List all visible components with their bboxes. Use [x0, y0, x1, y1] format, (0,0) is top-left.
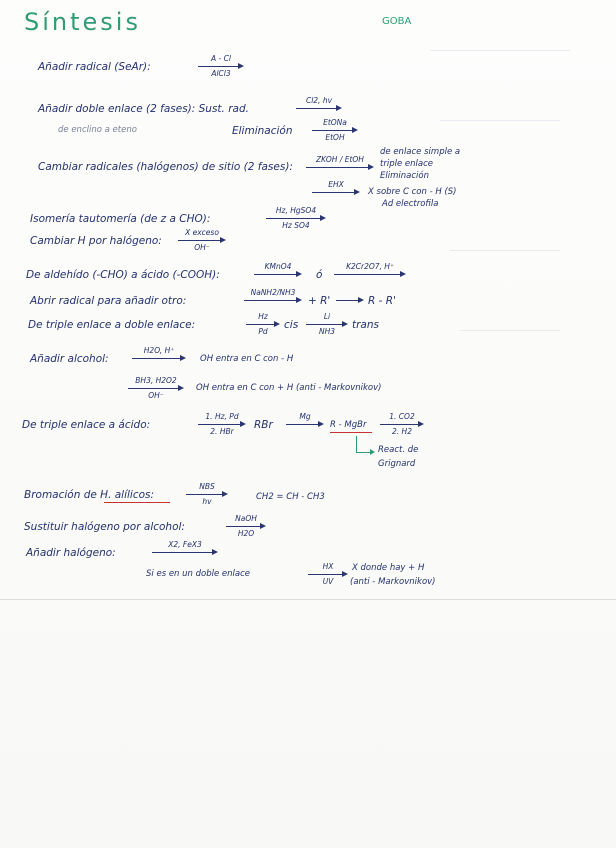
reaction-8-result-a: cis — [284, 319, 299, 331]
reaction-12-reagent-top: NaOH — [235, 514, 257, 523]
reaction-2-label: Añadir doble enlace (2 fases): Sust. rad. — [38, 103, 249, 115]
reaction-10-reagent-c-top: 1. CO2 — [389, 412, 415, 421]
reaction-7-reagent-top: NaNH2/NH3 — [250, 288, 296, 297]
reaction-2-subnote: de enclino a eteno — [58, 125, 137, 135]
reaction-3-reagent-a: ZKOH / EtOH — [316, 155, 364, 164]
reaction-9-reagent-b-bottom: OH⁻ — [148, 391, 164, 400]
reaction-8-reagent-a-top: Hz — [258, 312, 268, 321]
reaction-4-label: Isomería tautomería (de z a CHO): — [30, 213, 211, 225]
reaction-9-result-a: OH entra en C con - H — [200, 354, 294, 364]
grignard-bracket — [356, 436, 371, 453]
reaction-7-label: Abrir radical para añadir otro: — [30, 295, 187, 307]
reaction-7-result: R - R' — [368, 295, 396, 307]
reaction-3-result-b1: X sobre C con - H (S) — [368, 187, 457, 197]
reaction-8-reagent-a-bottom: Pd — [258, 327, 268, 336]
reaction-8-result-b: trans — [352, 319, 379, 331]
grignard-arrowhead — [370, 449, 375, 455]
reaction-1-reagent-top: A - Cl — [211, 54, 231, 63]
reaction-4-reagent-top: Hz, HgSO4 — [275, 206, 317, 215]
reaction-13-result-1: X donde hay + H — [352, 563, 425, 573]
bleed-through-line — [430, 50, 570, 51]
reaction-5-reagent-top: X exceso — [185, 228, 219, 237]
reaction-11-result: CH2 = CH - CH3 — [256, 492, 325, 502]
reaction-12-reagent-bottom: H2O — [237, 529, 255, 538]
page-title: Síntesis — [24, 8, 141, 36]
reaction-5-reagent-bottom: OH⁻ — [194, 243, 210, 252]
reaction-7-middle: + R' — [308, 295, 331, 307]
red-underline — [330, 432, 372, 433]
reaction-6-reagent-a: KMnO4 — [264, 262, 292, 271]
reaction-10-reagent-a-bottom: 2. HBr — [210, 427, 234, 436]
reaction-9-result-b: OH entra en C con + H (anti - Markovnikov) — [196, 383, 382, 393]
reaction-13-result-2: (anti - Markovnikov) — [350, 577, 436, 587]
reaction-10-reagent-c-bottom: 2. H2 — [392, 427, 412, 436]
reaction-8-reagent-b-bottom: NH3 — [318, 327, 336, 336]
reaction-3-label: Cambiar radicales (halógenos) de sitio (2 fases): — [38, 161, 293, 173]
reaction-8-reagent-b-top: Li — [323, 312, 331, 321]
reaction-13-reagent-b-bottom: UV — [322, 577, 334, 586]
paper-edge — [0, 599, 616, 600]
reaction-2-reagent-a: Cl2, hv — [305, 96, 333, 105]
reaction-2-reagent-b-top: EtONa — [323, 118, 347, 127]
bleed-through-line — [460, 330, 560, 331]
reaction-9-reagent-a: H2O, H⁺ — [143, 346, 175, 355]
reaction-10-reagent-b: Mg — [299, 412, 311, 421]
reaction-3-result-a2: triple enlace — [380, 159, 433, 169]
reaction-13-condition: Si es en un doble enlace — [146, 569, 250, 579]
reaction-10-label: De triple enlace a ácido: — [22, 419, 151, 431]
bleed-through-line — [440, 120, 560, 121]
header-code: GOBA — [382, 16, 412, 27]
reaction-10-note-1: React. de — [378, 445, 419, 455]
reaction-5-label: Cambiar H por halógeno: — [30, 235, 162, 247]
reaction-3-reagent-b: EHX — [328, 180, 344, 189]
reaction-10-reagent-a-top: 1. Hz, Pd — [205, 412, 239, 421]
reaction-2-elimination: Eliminación — [232, 125, 293, 137]
reaction-9-reagent-b-top: BH3, H2O2 — [135, 376, 177, 385]
reaction-3-result-b2: Ad electrofila — [382, 199, 439, 209]
reaction-2-reagent-b-bottom: EtOH — [325, 133, 345, 142]
reaction-13-reagent-top: X2, FeX3 — [168, 540, 202, 549]
reaction-13-reagent-b-top: HX — [322, 562, 334, 571]
red-underline — [104, 502, 170, 503]
reaction-10-result-a: RBr — [254, 419, 273, 431]
reaction-6-label: De aldehído (-CHO) a ácido (-COOH): — [26, 269, 220, 281]
reaction-10-note-2: Grignard — [378, 459, 416, 469]
reaction-11-reagent-top: NBS — [199, 482, 215, 491]
reaction-3-result-a1: de enlace simple a — [380, 147, 461, 157]
reaction-6-reagent-b: K2Cr2O7, H⁺ — [346, 262, 394, 271]
reaction-1-reagent-bottom: AlCl3 — [211, 69, 231, 78]
reaction-13-label: Añadir halógeno: — [26, 547, 116, 559]
reaction-3-result-a3: Eliminación — [380, 171, 429, 181]
bleed-through-line — [450, 250, 560, 251]
reaction-6-separator: ó — [316, 269, 323, 281]
reaction-4-reagent-bottom: Hz SO4 — [282, 221, 310, 230]
reaction-9-label: Añadir alcohol: — [30, 353, 109, 365]
reaction-11-reagent-bottom: hv — [202, 497, 212, 506]
reaction-12-label: Sustituir halógeno por alcohol: — [24, 521, 185, 533]
reaction-1-label: Añadir radical (SeAr): — [38, 61, 151, 73]
reaction-11-label: Bromación de H. alílicos: — [24, 489, 155, 501]
reaction-8-label: De triple enlace a doble enlace: — [28, 319, 196, 331]
reaction-10-result-b: R - MgBr — [330, 420, 367, 430]
